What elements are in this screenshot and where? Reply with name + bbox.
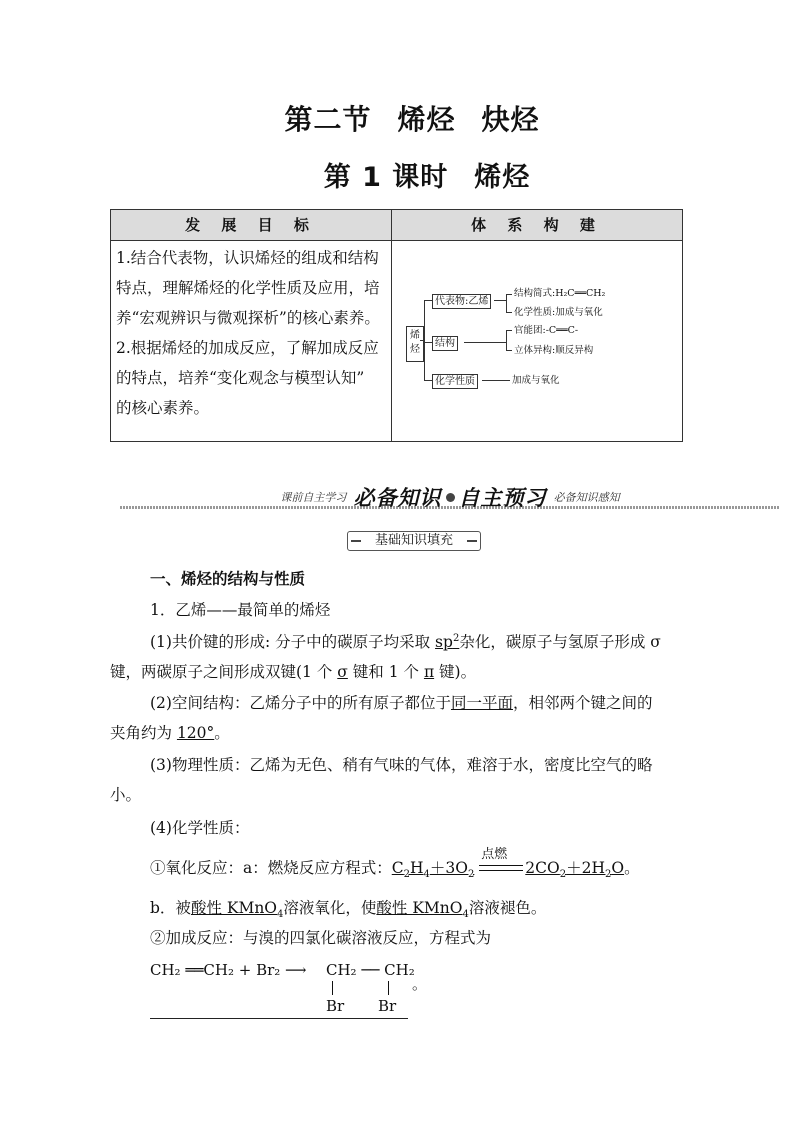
answer-blank: π bbox=[423, 663, 435, 681]
text: 键)。 bbox=[434, 663, 477, 681]
title-part: 炔烃 bbox=[481, 103, 540, 136]
bromine-label: Br bbox=[326, 997, 345, 1015]
answer-blank: 酸性 KMnO$_4$ bbox=[376, 899, 469, 921]
goal-line: 特点，理解烯烃的化学性质及应用，培 bbox=[116, 279, 380, 297]
answer-blank: $2CO_2+2H_2O$ bbox=[525, 859, 625, 881]
diagram-branch-representative: 代表物:乙烯 bbox=[432, 294, 491, 309]
answer-blank: σ bbox=[337, 663, 348, 681]
banner-right-label: 必备知识感知 bbox=[553, 491, 620, 504]
goal-line: 养“宏观辨识与微观探析”的核心素养。 bbox=[116, 309, 380, 327]
text: 杂化，碳原子与氢原子形成 σ bbox=[459, 633, 661, 651]
diagram-connector bbox=[506, 312, 512, 313]
reaction-arrow bbox=[479, 847, 525, 877]
diagram-connector bbox=[464, 342, 506, 343]
paragraph-line: ②加成反应：与溴的四氯化碳溶液反应，方程式为 bbox=[150, 929, 492, 947]
text: (2)空间结构：乙烯分子中的所有原子都位于 bbox=[150, 694, 451, 712]
banner-left-label: 课前自主学习 bbox=[280, 491, 347, 504]
diagram-leaf-isomer: 立体异构:顺反异构 bbox=[514, 345, 594, 356]
text: b．被 bbox=[150, 899, 191, 917]
section-tag: 基础知识填充 bbox=[347, 531, 481, 551]
bullet-icon bbox=[446, 493, 455, 502]
reaction-condition: 点燃 bbox=[481, 847, 508, 862]
diagram-connector bbox=[506, 294, 507, 312]
diagram-connector bbox=[424, 342, 432, 343]
answer-blank: 同一平面 bbox=[450, 694, 513, 712]
diagram-connector bbox=[506, 330, 507, 350]
text: 溶液褪色。 bbox=[468, 899, 547, 917]
text: 酸性 KMnO bbox=[190, 899, 278, 917]
bond-line bbox=[388, 981, 389, 995]
title-part: 烯烃 bbox=[474, 162, 531, 193]
concept-diagram bbox=[400, 280, 680, 400]
goal-line: 的核心素养。 bbox=[116, 399, 210, 417]
text: 。 bbox=[214, 724, 230, 742]
diagram-connector bbox=[506, 294, 512, 295]
text: 溶液氧化，使 bbox=[283, 899, 377, 917]
paragraph-line bbox=[110, 721, 680, 743]
framework-header: 体 系 构 建 bbox=[392, 210, 682, 241]
paragraph-line: (3)物理性质：乙烯为无色、稍有气味的气体，难溶于水，密度比空气的略 bbox=[150, 756, 653, 774]
goals-header: 发 展 目 标 bbox=[111, 210, 392, 241]
diagram-connector bbox=[506, 330, 512, 331]
diagram-connector bbox=[424, 300, 432, 301]
text: 键和 1 个 bbox=[347, 663, 424, 681]
text: 酸性 KMnO bbox=[376, 899, 463, 917]
diagram-root: 烯烃 bbox=[406, 326, 424, 362]
paragraph-line bbox=[150, 630, 680, 652]
goal-line: 2.根据烯烃的加成反应，了解加成反应 bbox=[116, 339, 379, 357]
diagram-leaf-chemprop: 化学性质:加成与氧化 bbox=[514, 307, 603, 318]
diagram-leaf-addition: 加成与氧化 bbox=[512, 375, 560, 386]
subheading: 1．乙烯——最简单的烯烃 bbox=[150, 601, 331, 619]
combustion-equation: ①氧化反应：a：燃烧反应方程式：$C_2H_4+3O_2$ 点燃 $2CO_2+2H_2O$。 bbox=[150, 856, 680, 880]
paragraph-line: (4)化学性质： bbox=[150, 819, 250, 837]
diagram-connector bbox=[482, 380, 510, 381]
answer-blank: 酸性 KMnO$_4$ bbox=[190, 899, 284, 921]
text: 键，两碳原子之间形成双键(1 个 bbox=[110, 663, 338, 681]
diagram-branch-structure: 结构 bbox=[432, 336, 458, 351]
diagram-connector bbox=[506, 350, 512, 351]
paragraph-line bbox=[150, 691, 680, 713]
diagram-leaf-group: 官能团:-C══C- bbox=[514, 325, 579, 336]
reaction-end: 。 bbox=[412, 975, 428, 993]
title-part: 第二节 bbox=[284, 103, 372, 136]
section-title bbox=[0, 98, 794, 138]
title-part: 烯烃 bbox=[397, 103, 456, 136]
heading: 一、烯烃的结构与性质 bbox=[150, 570, 306, 588]
diagram-connector bbox=[424, 380, 432, 381]
diagram-leaf-formula: 结构简式:H₂C══CH₂ bbox=[514, 288, 606, 299]
banner-main-b: 自主预习 bbox=[458, 486, 547, 510]
text: 夹角约为 bbox=[110, 724, 177, 742]
answer-blank: 120° bbox=[176, 724, 215, 742]
addition-reaction bbox=[150, 955, 450, 1025]
goal-line: 的特点，培养“变化观念与模型认知” bbox=[116, 369, 365, 387]
goal-line: 1.结合代表物，认识烯烃的组成和结构 bbox=[116, 249, 379, 267]
text: ①氧化反应：a：燃烧反应方程式： bbox=[150, 859, 392, 877]
banner-main-a: 必备知识 bbox=[353, 486, 442, 510]
paragraph-line bbox=[150, 896, 680, 920]
paragraph-line: 小。 bbox=[110, 786, 142, 804]
bromine-label: Br bbox=[378, 997, 397, 1015]
answer-blank bbox=[435, 633, 459, 651]
reaction-lhs: CH₂ ══CH₂ + Br₂ ⟶ bbox=[150, 961, 307, 979]
bond-line bbox=[332, 981, 333, 995]
diagram-connector bbox=[420, 340, 425, 341]
diagram-branch-chemistry: 化学性质 bbox=[432, 374, 478, 389]
text: 2 bbox=[452, 632, 460, 644]
text: (1)共价键的形成: 分子中的碳原子均采取 bbox=[150, 633, 436, 651]
text: sp bbox=[435, 633, 453, 651]
paragraph-line bbox=[110, 660, 680, 682]
text: ，相邻两个键之间的 bbox=[512, 694, 653, 712]
table-divider bbox=[391, 240, 392, 441]
lesson-title bbox=[0, 155, 794, 194]
title-part: 第 1 课时 bbox=[323, 162, 449, 193]
answer-underline bbox=[150, 1018, 408, 1019]
diagram-connector bbox=[494, 300, 506, 301]
section-banner bbox=[120, 482, 780, 512]
reaction-rhs: CH₂ ── CH₂ bbox=[326, 961, 415, 979]
goals-text bbox=[116, 243, 388, 423]
answer-blank: $C_2H_4+3O_2$ bbox=[391, 859, 475, 881]
